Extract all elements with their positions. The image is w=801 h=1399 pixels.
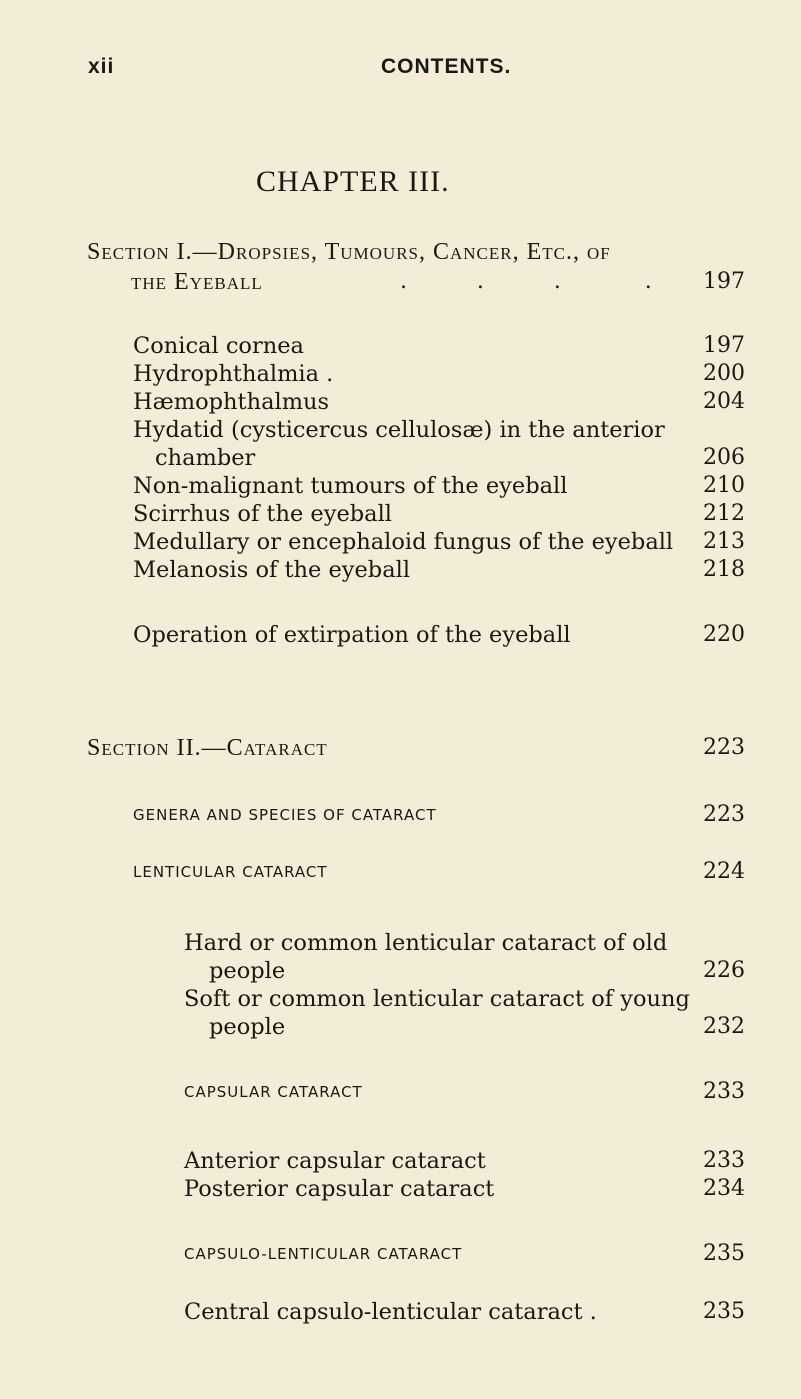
toc-entry: Melanosis of the eyeball: [133, 557, 411, 583]
toc-page: 200: [703, 361, 745, 386]
toc-page: 197: [703, 333, 745, 358]
toc-page: 223: [703, 802, 745, 827]
toc-page: 224: [703, 859, 745, 884]
running-title: CONTENTS.: [381, 55, 512, 78]
toc-entry: Anterior capsular cataract: [184, 1148, 486, 1174]
toc-entry: Central capsulo-lenticular cataract .: [184, 1299, 597, 1325]
toc-entry: Scirrhus of the eyeball: [133, 501, 392, 527]
toc-page: 233: [703, 1148, 745, 1173]
toc-page: 233: [703, 1079, 745, 1104]
toc-page: 210: [703, 473, 745, 498]
section-1-title-line2: the Eyeball: [131, 269, 263, 295]
subheading-lenticular: LENTICULAR CATARACT: [133, 863, 328, 881]
toc-entry: Hydrophthalmia .: [133, 361, 334, 387]
toc-entry-continued: chamber: [155, 445, 256, 471]
toc-page: 218: [703, 557, 745, 582]
toc-entry: Hydatid (cysticercus cellulosæ) in the anterior: [133, 417, 665, 443]
toc-page: 226: [703, 958, 745, 983]
subheading-capsulo-lenticular: CAPSULO-LENTICULAR CATARACT: [184, 1245, 463, 1263]
toc-entry-continued: people: [209, 1014, 286, 1040]
toc-page: 204: [703, 389, 745, 414]
toc-page: 232: [703, 1014, 745, 1039]
toc-entry: Posterior capsular cataract: [184, 1176, 495, 1202]
toc-entry: Non-malignant tumours of the eyeball: [133, 473, 568, 499]
chapter-title: CHAPTER III.: [256, 165, 450, 198]
toc-entry: Medullary or encephaloid fungus of the eyeball: [133, 529, 674, 555]
page-number: xii: [88, 55, 115, 78]
toc-page: 235: [703, 1299, 745, 1324]
subheading-genera: GENERA AND SPECIES OF CATARACT: [133, 806, 437, 824]
toc-entry: Hard or common lenticular cataract of old: [184, 930, 668, 956]
section-1-title-line1: Section I.—Dropsies, Tumours, Cancer, Etc., of: [87, 239, 611, 265]
toc-page: 213: [703, 529, 745, 554]
leader-dots: . . . .: [400, 269, 652, 294]
toc-page: 234: [703, 1176, 745, 1201]
toc-entry-continued: people: [209, 958, 286, 984]
toc-entry: Soft or common lenticular cataract of young: [184, 986, 690, 1012]
subheading-capsular: CAPSULAR CATARACT: [184, 1083, 363, 1101]
section-1-page: 197: [703, 269, 745, 294]
section-2-title: Section II.—Cataract: [87, 735, 328, 761]
toc-entry: Conical cornea: [133, 333, 304, 359]
toc-page: 212: [703, 501, 745, 526]
section-2-page: 223: [703, 735, 745, 760]
toc-entry: Hæmophthalmus: [133, 389, 330, 415]
toc-page: 235: [703, 1241, 745, 1266]
toc-entry-operation: Operation of extirpation of the eyeball: [133, 622, 571, 648]
toc-page: 220: [703, 622, 745, 647]
toc-page: 206: [703, 445, 745, 470]
